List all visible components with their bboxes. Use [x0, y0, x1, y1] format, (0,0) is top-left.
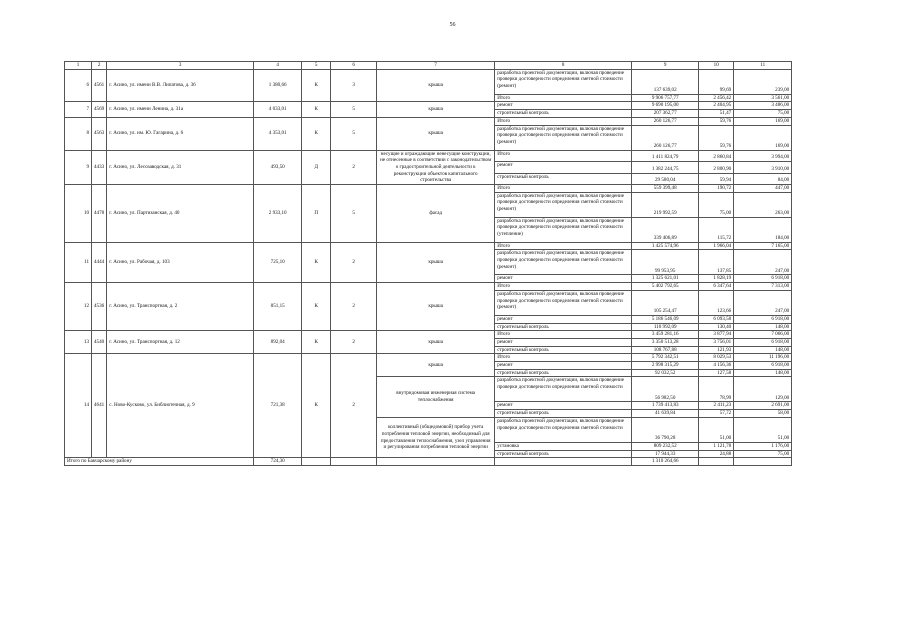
limit-value: 51,00	[734, 417, 792, 442]
area: 4 353,01	[254, 117, 302, 150]
limit-value: 263,00	[734, 192, 792, 217]
item-description: строительный контроль	[495, 450, 632, 458]
cost-value: 339 406,89	[632, 217, 699, 242]
cost-value: 9 690 195,00	[632, 102, 699, 110]
category: П	[302, 185, 331, 243]
item-description: ремонт	[495, 362, 632, 370]
col-header: 7	[377, 62, 495, 70]
object-code: 4444	[92, 242, 107, 282]
limit-value: 2 691,00	[734, 402, 792, 410]
table-row	[65, 69, 792, 94]
cost-value: 5 402 792,65	[632, 283, 699, 291]
area: 2 933,10	[254, 185, 302, 243]
unit-cost-value: 75,00	[699, 192, 734, 217]
floors: 2	[331, 354, 377, 458]
object-code: 4536	[92, 283, 107, 331]
row-number: 6	[65, 69, 92, 102]
col-header: 9	[632, 62, 699, 70]
limit-value: 7 165,00	[734, 242, 792, 250]
object-code: 4478	[92, 185, 107, 243]
limit-value: 58,00	[734, 410, 792, 418]
object-code: 4433	[92, 150, 107, 185]
work-type: крыша	[377, 102, 495, 117]
col-header: 8	[495, 62, 632, 70]
work-type: несущие и ограждающие ненесущие конструкции, не отнесенные в соответствии с законодательством о градостроительной деятельности к реконструкции объектов капитального строительства	[377, 150, 495, 185]
cost-value: 207 362,77	[632, 110, 699, 118]
cost-value: 56 982,50	[632, 377, 699, 402]
header-row	[65, 62, 792, 70]
item-description: ремонт	[495, 102, 632, 110]
area: 721,38	[254, 354, 302, 458]
category: К	[302, 283, 331, 331]
unit-cost-value: 2 860,84	[699, 150, 734, 162]
unit-cost-value: 59,76	[699, 117, 734, 125]
unit-cost-value: 78,99	[699, 377, 734, 402]
item-description: строительный контроль	[495, 410, 632, 418]
item-description: Итого	[495, 331, 632, 339]
unit-cost-value: 121,93	[699, 346, 734, 354]
unit-cost-value: 115,72	[699, 217, 734, 242]
address: г. Асино, ул. Лесозаводская, д. 31	[107, 150, 254, 185]
limit-value: 148,00	[734, 369, 792, 377]
floors: 2	[331, 242, 377, 282]
limit-value: 239,00	[734, 69, 792, 94]
table-row	[65, 354, 792, 362]
row-number: 10	[65, 185, 92, 243]
category: К	[302, 354, 331, 458]
floors: 2	[331, 283, 377, 331]
limit-value: 1 176,00	[734, 442, 792, 450]
floors: 2	[331, 331, 377, 354]
unit-cost-value: 8 029,53	[699, 354, 734, 362]
cost-value: 809 232,52	[632, 442, 699, 450]
table-row	[65, 331, 792, 339]
floors: 2	[331, 150, 377, 185]
item-description: ремонт	[495, 275, 632, 283]
item-description: разработка проектной документации, включая проведение проверки достоверности определения сметной стоимости (ремонт)	[495, 290, 632, 315]
address: г. Асино, ул. Транспортная, д. 2	[107, 283, 254, 331]
limit-value: 169,00	[734, 125, 792, 150]
area: 725,10	[254, 242, 302, 282]
item-description: ремонт	[495, 315, 632, 323]
work-type: внутридомовая инженерная система теплоснабжения	[377, 377, 495, 417]
limit-value: 75,00	[734, 110, 792, 118]
empty-cell	[495, 458, 632, 466]
cost-value: 17 944,33	[632, 450, 699, 458]
work-type: крыша	[377, 117, 495, 150]
unit-cost-value: 24,88	[699, 450, 734, 458]
category: К	[302, 102, 331, 117]
row-number: 9	[65, 150, 92, 185]
cost-value: 1 382 244,75	[632, 162, 699, 174]
address: г. Асино, ул. им. Ю. Гагарина, д. 6	[107, 117, 254, 150]
cost-value: 1 411 824,79	[632, 150, 699, 162]
cost-value: 260 126,77	[632, 117, 699, 125]
cost-value: 36 790,28	[632, 417, 699, 442]
item-description: Итого	[495, 150, 632, 162]
col-header: 4	[254, 62, 302, 70]
cost-value: 99 953,95	[632, 250, 699, 275]
repair-program-table	[64, 61, 792, 466]
work-type: крыша	[377, 331, 495, 354]
unit-cost-value: 59,76	[699, 125, 734, 150]
unit-cost-value: 130,40	[699, 323, 734, 331]
category: К	[302, 117, 331, 150]
unit-cost-value: 1 121,78	[699, 442, 734, 450]
unit-cost-value: 2 456,42	[699, 94, 734, 102]
category: К	[302, 331, 331, 354]
address: с. Ново-Кусково, ул. Библиотечная, д. 9	[107, 354, 254, 458]
category: К	[302, 242, 331, 282]
item-description: строительный контроль	[495, 173, 632, 185]
table-row	[65, 102, 792, 110]
cost-value: 5 186 546,09	[632, 315, 699, 323]
area: 892,04	[254, 331, 302, 354]
page-number: 56	[449, 22, 456, 28]
item-description: Итого	[495, 185, 632, 193]
cost-value: 110 992,09	[632, 323, 699, 331]
floors: 5	[331, 185, 377, 243]
unit-cost-value: 99,69	[699, 69, 734, 94]
unit-cost-value: 6 093,58	[699, 315, 734, 323]
col-header: 1	[65, 62, 92, 70]
table-row	[65, 185, 792, 193]
item-description: Итого	[495, 354, 632, 362]
item-description: установка	[495, 442, 632, 450]
cost-value: 559 399,48	[632, 185, 699, 193]
total-cost: 1 310 264,66	[632, 458, 699, 466]
work-type: крыша	[377, 283, 495, 331]
unit-cost-value: 1 828,19	[699, 275, 734, 283]
cost-value: 137 639,02	[632, 69, 699, 94]
limit-value: 7 066,00	[734, 331, 792, 339]
work-type: крыша	[377, 354, 495, 377]
category: Д	[302, 150, 331, 185]
area: 4 033,01	[254, 102, 302, 117]
unit-cost-value: 59,94	[699, 173, 734, 185]
floors: 5	[331, 102, 377, 117]
floors: 5	[331, 117, 377, 150]
item-description: разработка проектной документации, включая проведение проверки достоверности определения сметной стоимости (ремонт)	[495, 125, 632, 150]
object-code: 4561	[92, 69, 107, 102]
cost-value: 41 639,84	[632, 410, 699, 418]
item-description: разработка проектной документации, включая проведение проверки достоверности определения сметной стоимости (ремонт)	[495, 192, 632, 217]
cost-value: 1 325 621,01	[632, 275, 699, 283]
limit-value: 6 918,00	[734, 315, 792, 323]
unit-cost-value: 2 800,90	[699, 162, 734, 174]
empty-cell	[331, 458, 377, 466]
item-description: Итого	[495, 117, 632, 125]
address: г. Асино, ул. имени В.В. Липатова, д. 36	[107, 69, 254, 102]
object-code: 4641	[92, 354, 107, 458]
col-header: 11	[734, 62, 792, 70]
table-row	[65, 283, 792, 291]
limit-value: 6 918,00	[734, 338, 792, 346]
cost-value: 5 792 342,51	[632, 354, 699, 362]
unit-cost-value: 127,58	[699, 369, 734, 377]
item-description: разработка проектной документации, включая проведение проверки достоверности определения сметной стоимости	[495, 377, 632, 402]
object-code: 4569	[92, 102, 107, 117]
row-number: 11	[65, 242, 92, 282]
limit-value: 247,00	[734, 250, 792, 275]
object-code: 4563	[92, 117, 107, 150]
unit-cost-value: 137,85	[699, 250, 734, 275]
item-description: ремонт	[495, 402, 632, 410]
address: г. Асино, ул. Партизанская, д. 40	[107, 185, 254, 243]
limit-value: 75,00	[734, 450, 792, 458]
floors: 3	[331, 69, 377, 102]
unit-cost-value: 190,72	[699, 185, 734, 193]
row-number: 12	[65, 283, 92, 331]
work-type: крыша	[377, 242, 495, 282]
work-type: коллективный (общедомовой) прибор учета потребления тепловой энергии, необходимый для предоставления теплоснабжения, узел управления и регулирования потребления тепловой энергии	[377, 417, 495, 457]
cost-value: 9 906 757,77	[632, 94, 699, 102]
cost-value: 1 425 574,96	[632, 242, 699, 250]
limit-value: 3 561,00	[734, 94, 792, 102]
row-number: 13	[65, 331, 92, 354]
limit-value: 6 918,00	[734, 275, 792, 283]
col-header: 3	[107, 62, 254, 70]
unit-cost-value: 4 156,36	[699, 362, 734, 370]
row-number: 14	[65, 354, 92, 458]
total-area: 724,30	[254, 458, 302, 466]
address: г. Асино, ул. Рабочая, д. 103	[107, 242, 254, 282]
unit-cost-value: 3 877,94	[699, 331, 734, 339]
limit-value: 184,00	[734, 217, 792, 242]
cost-value: 108 767,88	[632, 346, 699, 354]
cost-value: 260 126,77	[632, 125, 699, 150]
col-header: 6	[331, 62, 377, 70]
unit-cost-value: 1 966,04	[699, 242, 734, 250]
limit-value: 148,00	[734, 323, 792, 331]
limit-value: 148,00	[734, 346, 792, 354]
table-row	[65, 117, 792, 125]
cost-value: 1 739 413,83	[632, 402, 699, 410]
row-number: 7	[65, 102, 92, 117]
cost-value: 29 580,04	[632, 173, 699, 185]
table-row	[65, 242, 792, 250]
table-body	[65, 62, 792, 466]
total-row	[65, 458, 792, 466]
cost-value: 3 350 513,28	[632, 338, 699, 346]
row-number: 8	[65, 117, 92, 150]
object-code: 4540	[92, 331, 107, 354]
limit-value: 6 918,00	[734, 362, 792, 370]
unit-cost-value: 51,47	[699, 110, 734, 118]
address: г. Асино, ул. Транспортная, д. 12	[107, 331, 254, 354]
area: 493,50	[254, 150, 302, 185]
item-description: строительный контроль	[495, 346, 632, 354]
limit-value: 3 994,00	[734, 150, 792, 162]
unit-cost-value: 51,00	[699, 417, 734, 442]
unit-cost-value: 123,66	[699, 290, 734, 315]
area: 1 380,66	[254, 69, 302, 102]
unit-cost-value: 57,72	[699, 410, 734, 418]
limit-value: 84,00	[734, 173, 792, 185]
col-header: 10	[699, 62, 734, 70]
limit-value: 129,00	[734, 377, 792, 402]
item-description: Итого	[495, 94, 632, 102]
limit-value: 247,00	[734, 290, 792, 315]
limit-value: 7 313,00	[734, 283, 792, 291]
unit-cost-value: 3 756,01	[699, 338, 734, 346]
item-description: ремонт	[495, 338, 632, 346]
cost-value: 105 254,47	[632, 290, 699, 315]
col-header: 2	[92, 62, 107, 70]
item-description: разработка проектной документации, включая проведение проверки достоверности определения сметной стоимости (ремонт)	[495, 69, 632, 94]
limit-value: 3 910,00	[734, 162, 792, 174]
cost-value: 3 459 281,16	[632, 331, 699, 339]
table-row	[65, 150, 792, 162]
item-description: разработка проектной документации, включая проведение проверки достоверности определения сметной стоимости	[495, 417, 632, 442]
empty-cell	[734, 458, 792, 466]
item-description: разработка проектной документации, включая проведение проверки достоверности определения сметной стоимости (ремонт)	[495, 250, 632, 275]
work-type: фасад	[377, 185, 495, 243]
empty-cell	[699, 458, 734, 466]
work-type: крыша	[377, 69, 495, 102]
area: 851,15	[254, 283, 302, 331]
cost-value: 219 992,59	[632, 192, 699, 217]
item-description: строительный контроль	[495, 323, 632, 331]
empty-cell	[302, 458, 331, 466]
limit-value: 447,00	[734, 185, 792, 193]
unit-cost-value: 2 404,95	[699, 102, 734, 110]
item-description: строительный контроль	[495, 369, 632, 377]
item-description: ремонт	[495, 162, 632, 174]
limit-value: 11 196,00	[734, 354, 792, 362]
unit-cost-value: 6 347,64	[699, 283, 734, 291]
limit-value: 169,00	[734, 117, 792, 125]
item-description: Итого	[495, 242, 632, 250]
cost-value: 92 032,52	[632, 369, 699, 377]
limit-value: 3 486,00	[734, 102, 792, 110]
cost-value: 2 998 315,29	[632, 362, 699, 370]
item-description: разработка проектной документации, включая проведение проверки достоверности определения сметной стоимости (утепление)	[495, 217, 632, 242]
unit-cost-value: 2 411,23	[699, 402, 734, 410]
total-label: Итого по Бакчарскому району	[65, 458, 254, 466]
address: г. Асино, ул. имени Ленина, д. 31а	[107, 102, 254, 117]
item-description: строительный контроль	[495, 110, 632, 118]
item-description: Итого	[495, 283, 632, 291]
empty-cell	[377, 458, 495, 466]
col-header: 5	[302, 62, 331, 70]
category: К	[302, 69, 331, 102]
